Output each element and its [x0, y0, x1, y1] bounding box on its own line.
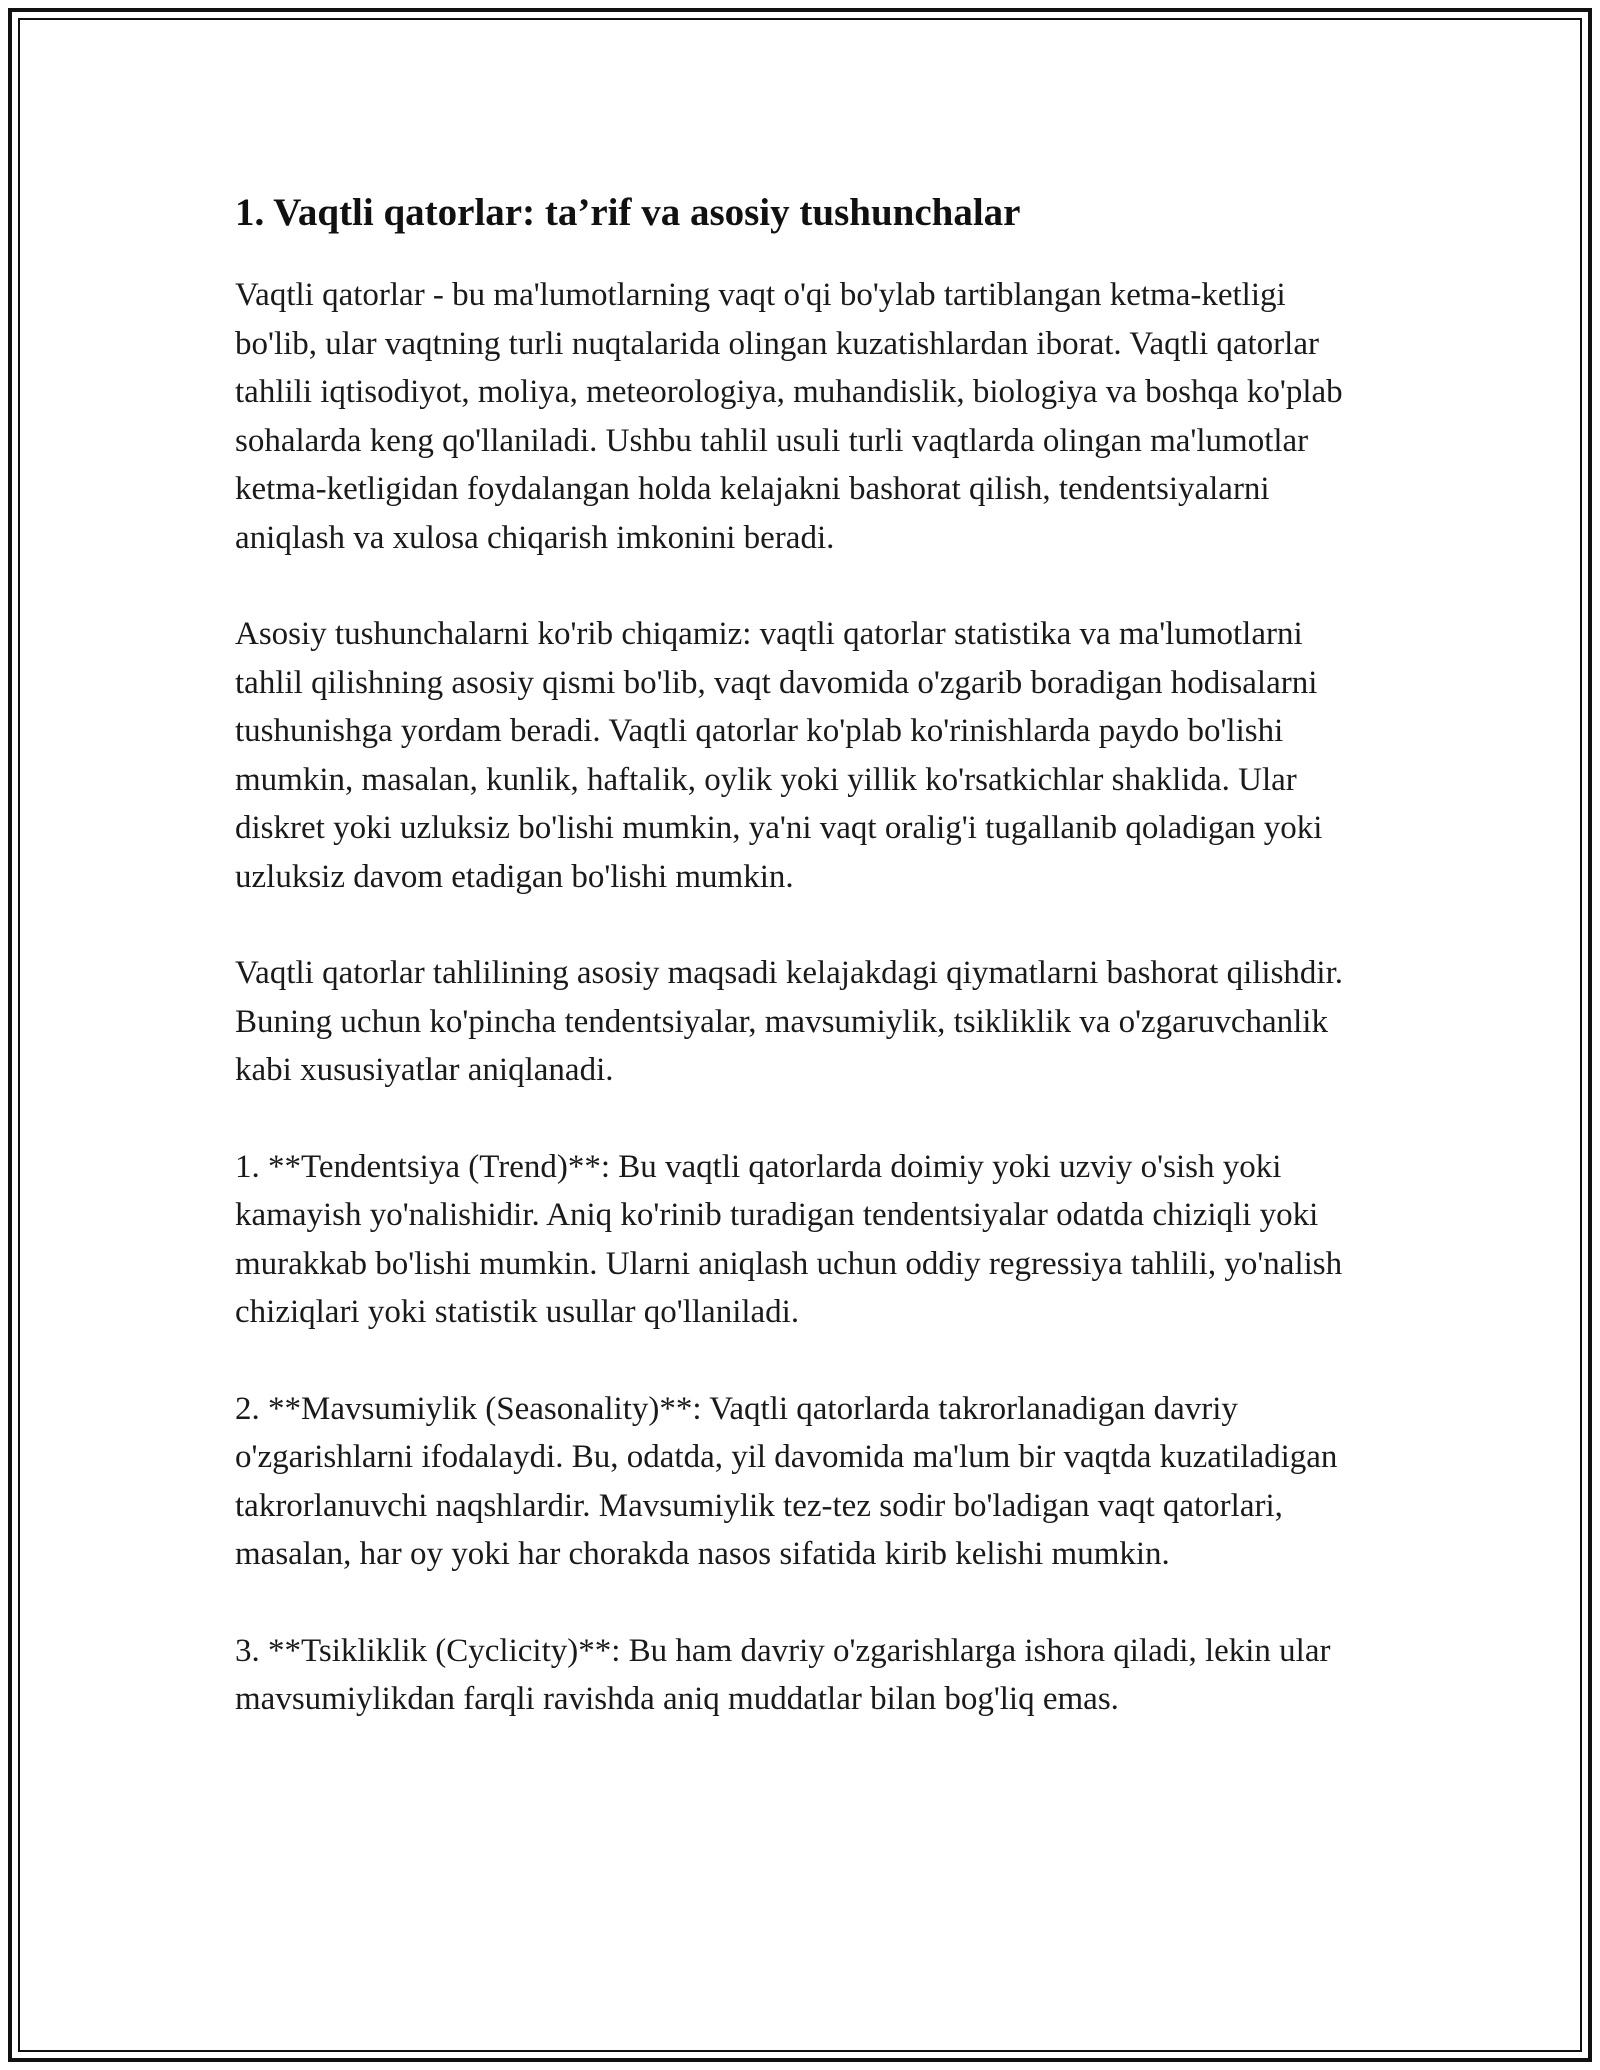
section-heading: 1. Vaqtli qatorlar: ta’rif va asosiy tushunchalar [235, 191, 1021, 234]
list-item-seasonality: 2. **Mavsumiylik (Seasonality)**: Vaqtli qatorlarda takrorlanadigan davriy o'zgarishlarni ifodalaydi. Bu, odatda, yil davomida ma'lum bir vaqtda kuzatiladigan takrorlanuvchi naqshlardir. Mavsumiylik tez-tez sodir bo'ladigan vaqt qatorlari, masalan, har oy yoki har chorakda nasos sifatida kirib kelishi mumkin. [235, 1390, 1338, 1572]
list-item-trend: 1. **Tendentsiya (Trend)**: Bu vaqtli qatorlarda doimiy yoki uzviy o'sish yoki kamayish yo'nalishidir. Aniq ko'rinib turadigan tendentsiyalar odatda chiziqli yoki murakkab bo'lishi mumkin. Ularni aniqlash uchun oddiy regressiya tahlili, yo'nalish chiziqlari yoki statistik usullar qo'llaniladi. [235, 1148, 1343, 1330]
list-item-cyclicity: 3. **Tsikliklik (Cyclicity)**: Bu ham davriy o'zgarishlarga ishora qiladi, lekin ular mavsumiylikdan farqli ravishda aniq muddatlar bilan bog'liq emas. [235, 1632, 1331, 1717]
paragraph-main-goal: Vaqtli qatorlar tahlilining asosiy maqsadi kelajakdagi qiymatlarni bashorat qilishdir. Buning uchun ko'pincha tendentsiyalar, mavsumiylik, tsikliklik va o'zgaruvchanlik kabi xususiyatlar aniqlanadi. [235, 955, 1344, 1088]
paragraph-key-concepts: Asosiy tushunchalarni ko'rib chiqamiz: vaqtli qatorlar statistika va ma'lumotlarni tahlil qilishning asosiy qismi bo'lib, vaqt davomida o'zgarib boradigan hodisalarni tushunishga yordam beradi. Vaqtli qatorlar ko'plab ko'rinishlarda paydo bo'lishi mumkin, masalan, kunlik, haftalik, oylik yoki yillik ko'rsatkichlar shaklida. Ular diskret yoki uzluksiz bo'lishi mumkin, ya'ni vaqt oralig'i tugallanib qoladigan yoki uzluksiz davom etadigan bo'lishi mumkin. [235, 616, 1323, 895]
document-body [235, 185, 1375, 1772]
paragraph-definition: Vaqtli qatorlar - bu ma'lumotlarning vaqt o'qi bo'ylab tartiblangan ketma-ketligi bo'lib, ular vaqtning turli nuqtalarida olingan kuzatishlardan iborat. Vaqtli qatorlar tahlili iqtisodiyot, moliya, meteorologiya, muhandislik, biologiya va boshqa ko'plab sohalarda keng qo'llaniladi. Ushbu tahlil usuli turli vaqtlarda olingan ma'lumotlar ketma-ketligidan foydalangan holda kelajakni bashorat qilish, tendentsiyalarni aniqlash va xulosa chiqarish imkonini beradi. [235, 277, 1343, 556]
